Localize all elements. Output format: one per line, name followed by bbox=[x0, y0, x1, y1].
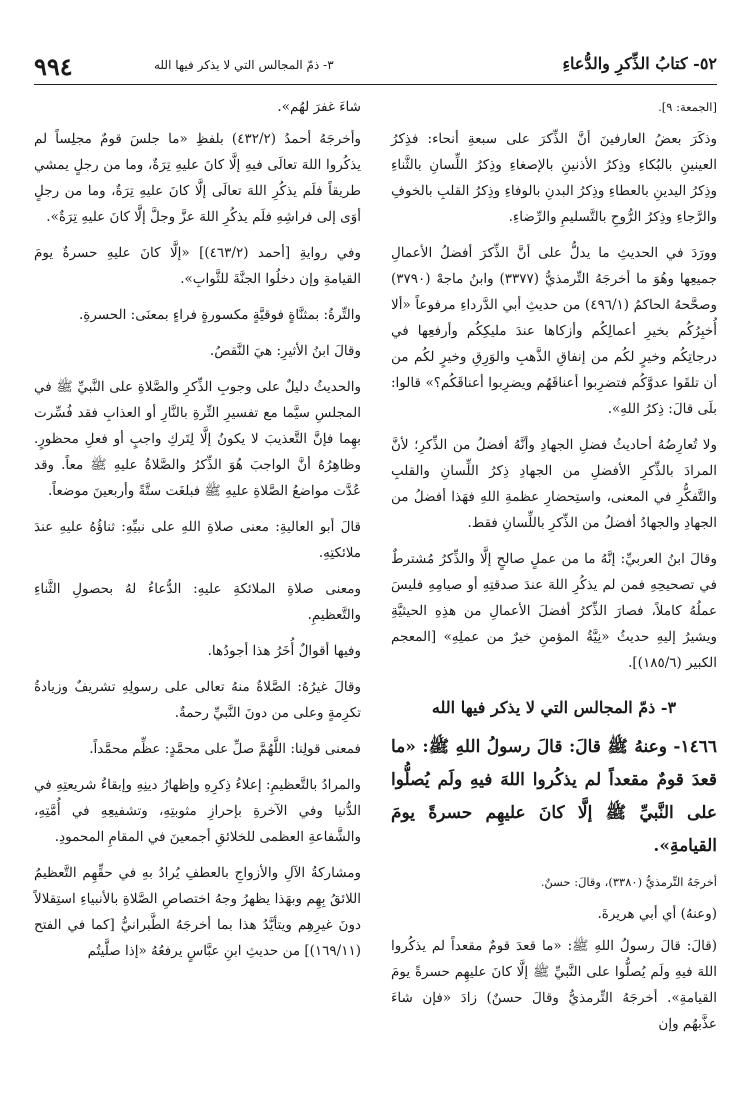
left-column bbox=[34, 94, 361, 1084]
paragraph: [الجمعة: ٩]. bbox=[658, 100, 717, 114]
page-header bbox=[34, 54, 717, 88]
section-title: ٣- ذمّ المجالس التي لا يذكر فيها الله bbox=[431, 698, 677, 717]
paragraph: وفيها أقوالٌ أُخَرُ هذا أجودُها. bbox=[207, 643, 361, 659]
paragraph: وذكَرَ بعضُ العارفينَ أنَّ الذِّكرَ على سبعةِ أنحاء: فذِكرُ العينينِ بالبُكاءِ وذِكرُ الأذنينِ بالإصغاءِ وذِكرُ اللِّسانِ بالثَّناءِ وذِكرُ اليدينِ بالعطاءِ وذِكرُ البدنِ بالوفاءِ وذِكرُ القلبِ بالخوفِ والرَّجاءِ وذِكرُ الرُّوحِ بالتَّسليمِ والرِّضاءِ. bbox=[391, 131, 717, 225]
paragraph: (وعنهُ) أي أبي هريرةَ. bbox=[597, 906, 717, 922]
paragraph: وقالَ غيرُهُ: الصَّلاةُ منهُ تعالى على رسولِهِ تشريفٌ وزيادةُ تكرِمةٍ وعلى من دونَ النَّبيِّ رحمةٌ. bbox=[34, 679, 361, 721]
paragraph: شاءَ غفرَ لهُم». bbox=[277, 99, 361, 115]
paragraph: وقالَ ابنُ الأثيرِ: هيَ النَّقصُ. bbox=[209, 343, 361, 359]
paragraph: وأخرجَهُ أحمدُ (٤٣٢/٢) بلفظِ «ما جلسَ قومٌ مجلِساً لم يذكُروا اللهَ تعالَى فيهِ إلَّا كانَ عليهِ تِرَةٌ، وما من رجلٍ يمشي طريقاً فلَم يذكُرِ اللهَ تعالَى إلَّا كانَ عليهِ تِرَةٌ، وما من رجلٍ أوَى إلى فراشِهِ فلَم يذكُرِ اللهَ عزَّ وجلَّ إلَّا كانَ عليهِ تِرَةٌ». bbox=[34, 131, 361, 225]
paragraph: (قالَ: قالَ رسولُ اللهِ ﷺ: «ما قعدَ قومٌ مقعداً لم يذكُروا اللهَ فيهِ ولَم يُصلُّوا على النَّبيِّ ﷺ إلَّا كانَ عليهِم حسرةً يومَ القيامةِ». أخرجَهُ التِّرمذيُّ وقالَ حسنٌ) زادَ «فإن شاءَ عذَّبهُم وإن bbox=[391, 938, 717, 1032]
paragraph: فمعنى قولِنا: اللَّهُمَّ صلِّ على محمَّدٍ: عظِّم محمَّداً. bbox=[89, 741, 361, 757]
header-divider bbox=[34, 84, 717, 85]
paragraph: ولا تُعارِضُهُ أحاديثُ فضلِ الجهادِ وأنَّهُ أفضلُ من الذِّكرِ؛ لأنَّ المرادَ بالذِّكرِ الأفضلِ من الجهادِ ذِكرُ اللِّسانِ والقلبِ والتَّفكُّرِ في المعنى، واستِحضارِ عظمةِ اللهِ فهَذا أفضلُ من الجهادِ والجهادُ أفضلُ من الذِّكرِ باللِّسانِ فقط. bbox=[391, 437, 717, 531]
paragraph: والمرادُ بالتَّعظيمِ: إعلاءُ ذِكرِهِ وإظهارُ دينِهِ وإبقاءُ شريعتِهِ في الدُّنيا وفي الآخرةِ بإحرازِ مثوبتِهِ، وتشفيعِهِ في أُمَّتِهِ، والشَّفاعةِ العظمى للخلائقِ أجمعينَ في المقامِ المحمودِ. bbox=[34, 777, 361, 845]
paragraph: والتِّرةُ: بمثنَّاةٍ فوقيَّةٍ مكسورةٍ فراءٍ بمعنَى: الحسرةِ. bbox=[78, 307, 361, 323]
right-column bbox=[391, 94, 717, 1084]
paragraph: ومعنى صلاةِ الملائكةِ عليهِ: الدُّعاءُ لهُ بحصولِ الثَّناءِ والتَّعظيمِ. bbox=[34, 581, 361, 623]
paragraph: والحديثُ دليلٌ على وجوبِ الذِّكرِ والصَّلاةِ على النَّبيِّ ﷺ في المجلسِ سيَّما مع تفسيرِ التِّرةِ بالنَّارِ أو العذابِ فقد فُسِّرت بهِما فإنَّ التَّعذيبَ لا يكونُ إلَّا لِتَركِ واجبٍ أو فعلِ محظورٍ. وظاهِرُهُ أنَّ الواجبَ هُوَ الذِّكرُ والصَّلاةُ عليهِ ﷺ معاً. وقد عُدَّت مواضعُ الصَّلاةِ عليهِ ﷺ فبلغَت ستَّةً وأربعينَ موضعاً. bbox=[34, 379, 361, 499]
paragraph: قالَ أبو العاليةِ: معنى صلاةِ اللهِ على نبيِّهِ: ثناؤُهُ عليهِ عندَ ملائكتِهِ. bbox=[34, 519, 361, 561]
takhrij-note: أخرجَهُ التِّرمذيُّ (٣٣٨٠)، وقالَ: حسنٌ. bbox=[540, 875, 717, 889]
paragraph: وفي روايةِ [أحمد (٤٦٣/٢)] «إلَّا كانَ عليهِ حسرةٌ يومَ القيامةِ وإن دخلُوا الجنَّةَ للثَّوابِ». bbox=[34, 245, 361, 287]
paragraph: ومشاركةُ الآلِ والأزواجِ بالعطفِ يُرادُ بهِ في حقِّهِم التَّعظيمُ اللائقُ بِهِم وبهَذا يظهرُ وجهُ اختصاصِ الصَّلاةِ بالأنبياءِ استِقلالاً دونَ غيرِهِم ويتأيَّدُ هذا بما أخرجَهُ الطَّبرانيُّ [كما في الفتح (١٦٩/١١)] من حديثِ ابنِ عبَّاسٍ يرفعُهُ «إذا صلَّيتُم bbox=[34, 865, 361, 959]
hadith-text: ١٤٦٦- وعنهُ ﷺ قالَ: قالَ رسولُ اللهِ ﷺ: «ما قعدَ قومٌ مقعداً لم يذكُروا اللهَ فيهِ ولَم يُصلُّوا على النَّبيِّ ﷺ إلَّا كانَ عليهِم حسرةً يومَ القيامةِ». bbox=[391, 737, 717, 856]
paragraph: وورَدَ في الحديثِ ما يدلُّ على أنَّ الذِّكرَ أفضلُ الأعمالِ جميعِها وهُوَ ما أخرجَهُ التِّرمذيُّ (٣٣٧٧) وابنُ ماجهْ (٣٧٩٠) وصحَّحهُ الحاكمُ (٤٩٦/١) من حديثِ أبي الدَّرداءِ مرفوعاً «ألا أُخبِرُكُم بخيرِ أعمالِكُم وأزكاها عندَ مليكِكُم وأرفعِها في درجاتِكُم وخيرٍ لكُم من إنفاقِ الذَّهبِ والوَرِقِ وخيرٍ لكُم من أن تلقَوا عدوَّكُم فتضرِبوا أعناقَهُم ويضرِبوا أعناقَكُم؟» قالوا: بلَى قالَ: ذِكرُ اللهِ». bbox=[391, 245, 718, 417]
running-section-title: ٣- ذمّ المجالس التي لا يذكر فيها الله bbox=[154, 58, 334, 72]
running-book-title: ٥٢- كتابُ الذِّكرِ والدُّعاءِ bbox=[562, 54, 717, 73]
page-number: ٩٩٤ bbox=[34, 52, 73, 81]
paragraph: وقالَ ابنُ العربيِّ: إنَّهُ ما من عملٍ صالحٍ إلَّا والذِّكرُ مُشترطٌ في تصحيحِهِ فمن لم يذكُرِ اللهَ عندَ صدقتِهِ أو صيامِهِ فليسَ عملُهُ كاملاً، فصارَ الذِّكرُ أفضلَ الأعمالِ من هذِهِ الحيثيَّةِ ويشيرُ إليهِ حديثُ «نِيَّةُ المؤمنِ خيرٌ من عملِهِ» [المعجم الكبير (١٨٥/٦)]. bbox=[391, 551, 717, 671]
